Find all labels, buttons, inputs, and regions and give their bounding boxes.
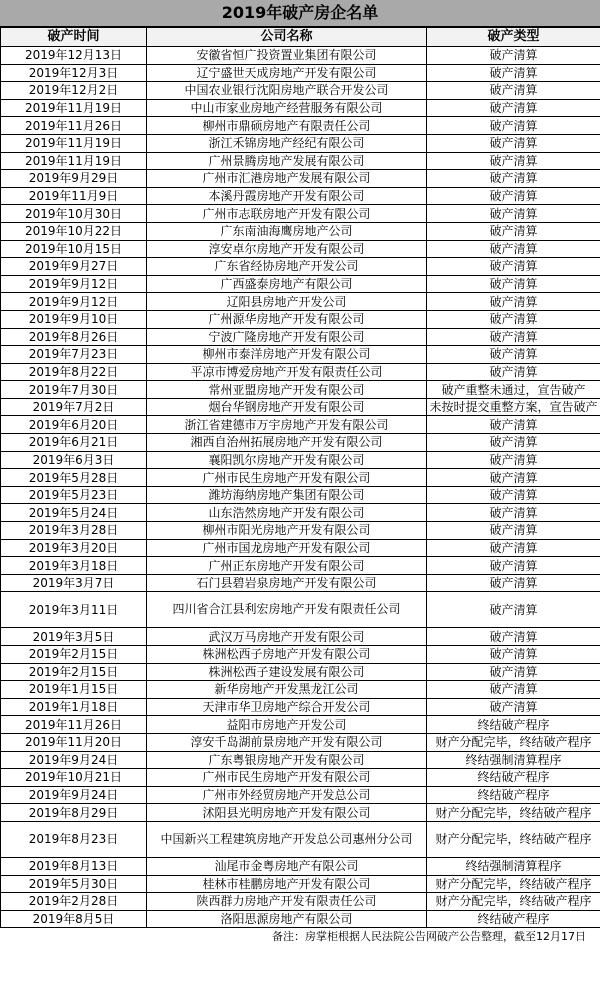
cell-date: 2019年3月5日 xyxy=(1,628,147,646)
table-row xyxy=(1,240,600,258)
cell-date: 2019年11月19日 xyxy=(1,152,147,170)
cell-company: 辽宁盛世天成房地产开发有限公司 xyxy=(147,64,427,82)
cell-type: 破产清算 xyxy=(427,240,600,258)
cell-type: 终结强制清算程序 xyxy=(427,751,600,769)
cell-company: 陕西群力房地产开发有限责任公司 xyxy=(147,893,427,911)
cell-date: 2019年11月9日 xyxy=(1,187,147,205)
table-row xyxy=(1,681,600,699)
cell-type: 破产清算 xyxy=(427,275,600,293)
cell-type: 破产清算 xyxy=(427,99,600,117)
cell-date: 2019年5月24日 xyxy=(1,504,147,522)
cell-date: 2019年2月15日 xyxy=(1,646,147,664)
cell-type: 破产清算 xyxy=(427,469,600,487)
table-row xyxy=(1,99,600,117)
cell-date: 2019年12月13日 xyxy=(1,47,147,65)
cell-type: 破产清算 xyxy=(427,258,600,276)
header-row xyxy=(1,28,600,47)
cell-date: 2019年5月28日 xyxy=(1,469,147,487)
cell-company: 常州亚盟房地产开发有限公司 xyxy=(147,381,427,399)
cell-company: 柳州市鼎硕房地产有限责任公司 xyxy=(147,117,427,135)
cell-date: 2019年5月23日 xyxy=(1,486,147,504)
table-row xyxy=(1,381,600,399)
cell-date: 2019年11月20日 xyxy=(1,733,147,751)
cell-company: 石门县碧岩泉房地产开发有限公司 xyxy=(147,574,427,592)
cell-date: 2019年11月26日 xyxy=(1,117,147,135)
table-row xyxy=(1,804,600,822)
cell-date: 2019年10月15日 xyxy=(1,240,147,258)
cell-type: 财产分配完毕，终结破产程序 xyxy=(427,821,600,857)
cell-company: 平凉市博爱房地产开发有限责任公司 xyxy=(147,363,427,381)
table-row xyxy=(1,857,600,875)
cell-date: 2019年11月19日 xyxy=(1,134,147,152)
cell-type: 破产清算 xyxy=(427,293,600,311)
cell-date: 2019年8月5日 xyxy=(1,910,147,928)
table-row xyxy=(1,275,600,293)
table-row xyxy=(1,893,600,911)
cell-date: 2019年9月12日 xyxy=(1,293,147,311)
table-row xyxy=(1,751,600,769)
cell-company: 湘西自治州拓展房地产开发有限公司 xyxy=(147,434,427,452)
cell-date: 2019年2月28日 xyxy=(1,893,147,911)
cell-company: 沭阳县光明房地产开发有限公司 xyxy=(147,804,427,822)
cell-company: 株洲松西子房地产开发有限公司 xyxy=(147,646,427,664)
table-row xyxy=(1,398,600,416)
cell-type: 破产清算 xyxy=(427,310,600,328)
header-company: 公司名称 xyxy=(147,28,427,47)
table-row xyxy=(1,504,600,522)
table-row xyxy=(1,64,600,82)
cell-company: 烟台华钢房地产开发有限公司 xyxy=(147,398,427,416)
header-type: 破产类型 xyxy=(427,28,600,47)
cell-type: 财产分配完毕，终结破产程序 xyxy=(427,804,600,822)
cell-date: 2019年9月24日 xyxy=(1,786,147,804)
table-row xyxy=(1,346,600,364)
cell-date: 2019年3月28日 xyxy=(1,522,147,540)
table-row xyxy=(1,821,600,857)
cell-type: 破产清算 xyxy=(427,574,600,592)
cell-type: 破产清算 xyxy=(427,539,600,557)
cell-type: 破产重整未通过，宣告破产 xyxy=(427,381,600,399)
cell-company: 襄阳凯尔房地产开发有限公司 xyxy=(147,451,427,469)
footnote: 备注：房掌柜根据人民法院公告网破产公告整理，截至12月17日 xyxy=(272,930,586,944)
table-row xyxy=(1,786,600,804)
table-row xyxy=(1,769,600,787)
table-row xyxy=(1,486,600,504)
cell-type: 破产清算 xyxy=(427,64,600,82)
cell-date: 2019年1月15日 xyxy=(1,681,147,699)
cell-date: 2019年10月21日 xyxy=(1,769,147,787)
cell-type: 破产清算 xyxy=(427,346,600,364)
cell-date: 2019年10月30日 xyxy=(1,205,147,223)
table-row xyxy=(1,557,600,575)
cell-company: 广州景腾房地产发展有限公司 xyxy=(147,152,427,170)
cell-type: 破产清算 xyxy=(427,434,600,452)
table-row xyxy=(1,663,600,681)
table-row xyxy=(1,646,600,664)
cell-type: 终结破产程序 xyxy=(427,769,600,787)
cell-type: 破产清算 xyxy=(427,134,600,152)
cell-type: 破产清算 xyxy=(427,486,600,504)
cell-date: 2019年3月18日 xyxy=(1,557,147,575)
cell-date: 2019年11月26日 xyxy=(1,716,147,734)
table-title: 2019年破产房企名单 xyxy=(0,0,600,27)
table-row xyxy=(1,47,600,65)
cell-company: 辽阳县房地产开发公司 xyxy=(147,293,427,311)
cell-type: 终结强制清算程序 xyxy=(427,857,600,875)
cell-date: 2019年9月10日 xyxy=(1,310,147,328)
table-row xyxy=(1,574,600,592)
cell-company: 桂林市桂鹏房地产开发有限公司 xyxy=(147,875,427,893)
cell-company: 广州市民生房地产开发有限公司 xyxy=(147,469,427,487)
cell-company: 广州市外经贸房地产开发总公司 xyxy=(147,786,427,804)
cell-company: 浙江省建德市万宇房地产开发有限公司 xyxy=(147,416,427,434)
cell-type: 破产清算 xyxy=(427,698,600,716)
header-date: 破产时间 xyxy=(1,28,147,47)
cell-date: 2019年3月7日 xyxy=(1,574,147,592)
cell-date: 2019年9月12日 xyxy=(1,275,147,293)
table-row xyxy=(1,592,600,628)
cell-company: 株洲松西子建设发展有限公司 xyxy=(147,663,427,681)
cell-date: 2019年5月30日 xyxy=(1,875,147,893)
cell-type: 终结破产程序 xyxy=(427,786,600,804)
cell-company: 安徽省恒广投资置业集团有限公司 xyxy=(147,47,427,65)
cell-company: 淳安千岛湖前景房地产开发有限公司 xyxy=(147,733,427,751)
cell-company: 广州正东房地产开发有限公司 xyxy=(147,557,427,575)
cell-company: 洛阳思源房地产有限公司 xyxy=(147,910,427,928)
cell-company: 天津市华卫房地产综合开发公司 xyxy=(147,698,427,716)
table-row xyxy=(1,258,600,276)
cell-type: 破产清算 xyxy=(427,416,600,434)
cell-company: 广州市国龙房地产开发有限公司 xyxy=(147,539,427,557)
cell-type: 破产清算 xyxy=(427,646,600,664)
cell-date: 2019年3月11日 xyxy=(1,592,147,628)
cell-date: 2019年8月29日 xyxy=(1,804,147,822)
table-row xyxy=(1,152,600,170)
cell-type: 未按时提交重整方案，宣告破产 xyxy=(427,398,600,416)
table-row xyxy=(1,451,600,469)
cell-type: 破产清算 xyxy=(427,504,600,522)
cell-date: 2019年6月20日 xyxy=(1,416,147,434)
table-row xyxy=(1,522,600,540)
cell-type: 破产清算 xyxy=(427,328,600,346)
cell-date: 2019年8月26日 xyxy=(1,328,147,346)
table-row xyxy=(1,222,600,240)
cell-date: 2019年12月2日 xyxy=(1,82,147,100)
cell-type: 破产清算 xyxy=(427,628,600,646)
cell-company: 广东粤银房地产开发有限公司 xyxy=(147,751,427,769)
table-row xyxy=(1,733,600,751)
table-row xyxy=(1,628,600,646)
cell-company: 潍坊海纳房地产集团有限公司 xyxy=(147,486,427,504)
cell-date: 2019年7月30日 xyxy=(1,381,147,399)
cell-company: 广东省经协房地产开发公司 xyxy=(147,258,427,276)
cell-type: 财产分配完毕，终结破产程序 xyxy=(427,893,600,911)
cell-type: 破产清算 xyxy=(427,47,600,65)
table-row xyxy=(1,134,600,152)
cell-type: 破产清算 xyxy=(427,451,600,469)
cell-company: 广州源华房地产开发有限公司 xyxy=(147,310,427,328)
cell-company: 四川省合江县利宏房地产开发有限责任公司 xyxy=(147,592,427,628)
cell-company: 新华房地产开发黑龙江公司 xyxy=(147,681,427,699)
cell-company: 中国新兴工程建筑房地产开发总公司惠州分公司 xyxy=(147,821,427,857)
table-row xyxy=(1,170,600,188)
cell-company: 广州市民生房地产开发有限公司 xyxy=(147,769,427,787)
cell-company: 汕尾市金粤房地产有限公司 xyxy=(147,857,427,875)
cell-company: 山东浩然房地产开发有限公司 xyxy=(147,504,427,522)
cell-company: 淳安卓尔房地产开发有限公司 xyxy=(147,240,427,258)
cell-company: 柳州市阳光房地产开发有限公司 xyxy=(147,522,427,540)
cell-date: 2019年9月24日 xyxy=(1,751,147,769)
cell-type: 破产清算 xyxy=(427,681,600,699)
table-row xyxy=(1,716,600,734)
cell-type: 财产分配完毕，终结破产程序 xyxy=(427,875,600,893)
table-row xyxy=(1,539,600,557)
cell-company: 广西盛泰房地产有限公司 xyxy=(147,275,427,293)
cell-type: 破产清算 xyxy=(427,82,600,100)
table-row xyxy=(1,205,600,223)
table-row xyxy=(1,910,600,928)
cell-type: 破产清算 xyxy=(427,205,600,223)
table-row xyxy=(1,416,600,434)
cell-date: 2019年6月3日 xyxy=(1,451,147,469)
cell-type: 破产清算 xyxy=(427,663,600,681)
cell-type: 终结破产程序 xyxy=(427,716,600,734)
cell-company: 武汉万马房地产开发有限公司 xyxy=(147,628,427,646)
table-row xyxy=(1,469,600,487)
cell-date: 2019年1月18日 xyxy=(1,698,147,716)
table-row xyxy=(1,293,600,311)
cell-date: 2019年2月15日 xyxy=(1,663,147,681)
table-row xyxy=(1,310,600,328)
table-row xyxy=(1,434,600,452)
cell-date: 2019年3月20日 xyxy=(1,539,147,557)
cell-company: 柳州市泰洋房地产开发有限公司 xyxy=(147,346,427,364)
cell-company: 益阳市房地产开发公司 xyxy=(147,716,427,734)
cell-date: 2019年6月21日 xyxy=(1,434,147,452)
cell-company: 中山市家业房地产经营服务有限公司 xyxy=(147,99,427,117)
cell-date: 2019年7月2日 xyxy=(1,398,147,416)
table-row xyxy=(1,698,600,716)
table-row xyxy=(1,875,600,893)
cell-type: 破产清算 xyxy=(427,557,600,575)
cell-date: 2019年9月27日 xyxy=(1,258,147,276)
table-row xyxy=(1,117,600,135)
cell-type: 破产清算 xyxy=(427,170,600,188)
cell-type: 破产清算 xyxy=(427,222,600,240)
table-row xyxy=(1,363,600,381)
cell-company: 广东南油海鹰房地产公司 xyxy=(147,222,427,240)
bankruptcy-table xyxy=(0,27,600,928)
cell-date: 2019年8月13日 xyxy=(1,857,147,875)
cell-company: 广州市志联房地产开发有限公司 xyxy=(147,205,427,223)
cell-company: 中国农业银行沈阳房地产联合开发公司 xyxy=(147,82,427,100)
cell-company: 本溪丹霞房地产开发有限公司 xyxy=(147,187,427,205)
cell-type: 破产清算 xyxy=(427,522,600,540)
cell-date: 2019年11月19日 xyxy=(1,99,147,117)
cell-date: 2019年7月23日 xyxy=(1,346,147,364)
table-body xyxy=(1,47,600,928)
cell-type: 财产分配完毕，终结破产程序 xyxy=(427,733,600,751)
cell-date: 2019年12月3日 xyxy=(1,64,147,82)
cell-date: 2019年10月22日 xyxy=(1,222,147,240)
cell-type: 破产清算 xyxy=(427,187,600,205)
cell-type: 破产清算 xyxy=(427,592,600,628)
table-row xyxy=(1,82,600,100)
cell-date: 2019年8月22日 xyxy=(1,363,147,381)
table-row xyxy=(1,328,600,346)
cell-type: 破产清算 xyxy=(427,152,600,170)
cell-type: 破产清算 xyxy=(427,117,600,135)
cell-company: 广州市汇港房地产发展有限公司 xyxy=(147,170,427,188)
cell-company: 浙江禾锦房地产经纪有限公司 xyxy=(147,134,427,152)
cell-date: 2019年9月29日 xyxy=(1,170,147,188)
cell-company: 宁波广隆房地产开发有限公司 xyxy=(147,328,427,346)
cell-date: 2019年8月23日 xyxy=(1,821,147,857)
table-row xyxy=(1,187,600,205)
cell-type: 破产清算 xyxy=(427,363,600,381)
cell-type: 终结破产程序 xyxy=(427,910,600,928)
